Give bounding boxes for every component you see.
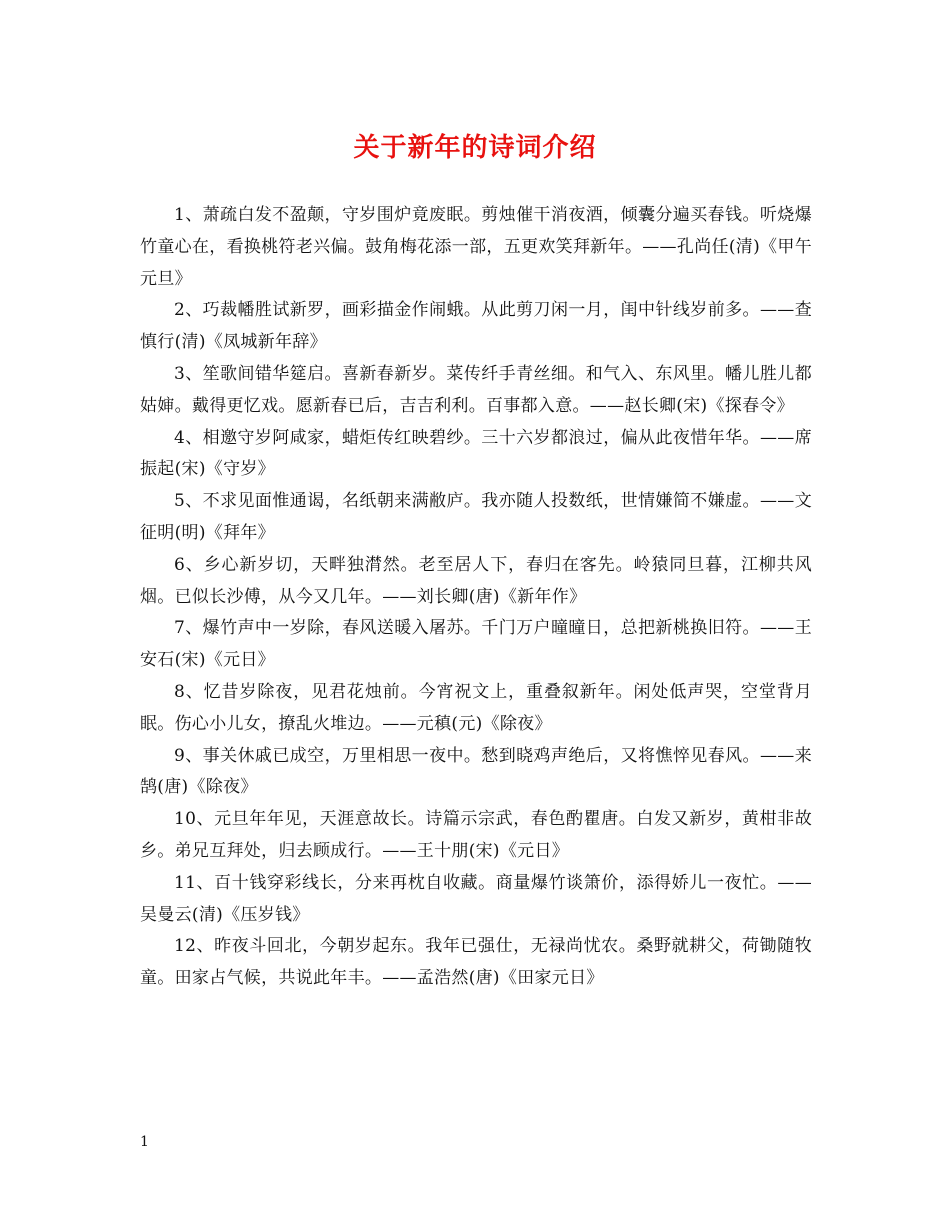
poem-paragraph-9: 9、事关休戚已成空，万里相思一夜中。愁到晓鸡声绝后，又将憔悴见春风。——来鹄(唐)《除夜》: [140, 745, 812, 798]
poem-paragraph-3: 3、笙歌间错华筵启。喜新春新岁。菜传纤手青丝细。和气入、东风里。幡儿胜儿都姑婶。戴得更忆戏。愿新春已后，吉吉利利。百事都入意。——赵长卿(宋)《探春令》: [140, 363, 812, 416]
poem-paragraph-12: 12、昨夜斗回北，今朝岁起东。我年已强仕，无禄尚忧农。桑野就耕父，荷锄随牧童。田家占气候，共说此年丰。——孟浩然(唐)《田家元日》: [140, 936, 812, 989]
page-number: 1: [140, 1134, 149, 1150]
poem-paragraph-4: 4、相邀守岁阿咸家，蜡炬传红映碧纱。三十六岁都浪过，偏从此夜惜年华。——席振起(宋)《守岁》: [140, 427, 812, 480]
poem-paragraph-5: 5、不求见面惟通谒，名纸朝来满敝庐。我亦随人投数纸，世情嫌简不嫌虚。——文征明(明)《拜年》: [140, 491, 812, 543]
poem-paragraph-2: 2、巧裁幡胜试新罗，画彩描金作闹蛾。从此剪刀闲一月，闺中针线岁前多。——查慎行(清)《凤城新年辞》: [140, 300, 812, 353]
poem-paragraph-1: 1、萧疏白发不盈颠，守岁围炉竟废眠。剪烛催干消夜酒，倾囊分遍买春钱。听烧爆竹童心在，看换桃符老兴偏。鼓角梅花添一部，五更欢笑拜新年。——孔尚任(清)《甲午元旦》: [140, 205, 812, 289]
document-title: 关于新年的诗词介绍: [353, 133, 597, 163]
poem-paragraph-7: 7、爆竹声中一岁除，春风送暖入屠苏。千门万户曈曈日，总把新桃换旧符。——王安石(宋)《元日》: [140, 618, 812, 671]
poem-paragraph-11: 11、百十钱穿彩线长，分来再枕自收藏。商量爆竹谈箫价，添得娇儿一夜忙。——吴曼云(清)《压岁钱》: [140, 872, 812, 925]
poem-paragraph-6: 6、乡心新岁切，天畔独潸然。老至居人下，春归在客先。岭猿同旦暮，江柳共风烟。已似长沙傅，从今又几年。——刘长卿(唐)《新年作》: [140, 554, 812, 607]
poem-paragraph-10: 10、元旦年年见，天涯意故长。诗篇示宗武，春色酌瞿唐。白发又新岁，黄柑非故乡。弟兄互拜处，归去顾成行。——王十朋(宋)《元日》: [140, 809, 812, 861]
poem-list: [140, 200, 812, 995]
poem-paragraph-8: 8、忆昔岁除夜，见君花烛前。今宵祝文上，重叠叙新年。闲处低声哭，空堂背月眠。伤心小儿女，撩乱火堆边。——元稹(元)《除夜》: [140, 681, 812, 734]
